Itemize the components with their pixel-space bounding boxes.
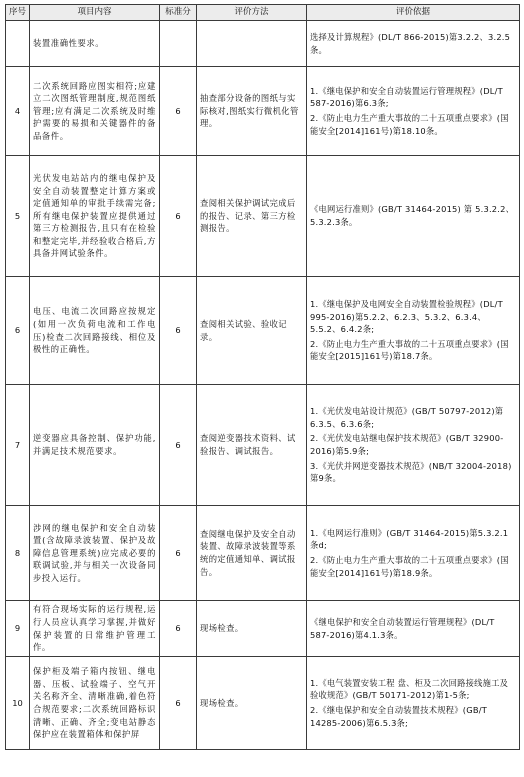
cell-no: 4 [6,67,30,156]
cell-item [30,506,160,601]
cell-method [197,277,307,385]
table-row [6,277,520,385]
cell-item [30,67,160,156]
method-text: 查阅相关保护调试完成后的报告、记录、第三方检测报告。 [200,198,296,234]
cell-score: 6 [160,156,197,277]
table-row [6,601,520,657]
cell-method [197,385,307,506]
basis-line: 1.《继电保护及电网安全自动装置检验规程》(DL/T 995-2016)第5.2.2、6.2.3、5.3.2、6.3.4、5.5.2、6.4.2条; [310,299,503,335]
table-row [6,156,520,277]
item-text: 二次系统回路应图实相符;应建立二次图纸管理制度,规范图纸管理;应有满足二次系统及时维护需要的易损和关键器件的备品备件。 [33,80,156,141]
header-score: 标准分 [160,5,197,21]
basis-line: 《电网运行准则》(GB/T 31464-2015) 第 5.3.2.2、5.3.2.3条。 [310,204,515,227]
table-row-continued [6,21,520,67]
cell-item [30,385,160,506]
method-text: 现场检查。 [200,623,244,634]
cell-score: 6 [160,506,197,601]
cell-score: 6 [160,67,197,156]
cell-score: 6 [160,601,197,657]
item-text: 光伏发电站站内的继电保护及安全自动装置整定计算方案或定值通知单的审批手续需完备;所有继电保护装置应提供通过第三方检测报告,且只有在检验和整定完毕,并经验收合格后,方具备并网试验条件。 [33,172,156,259]
method-text: 查阅相关试验、验收记录。 [200,318,287,342]
cell-method [197,506,307,601]
basis-line: 选择及计算规程》(DL/T 866-2015)第3.2.2、3.2.5条。 [310,31,511,55]
cell-score [160,21,197,67]
item-text: 电压、电流二次回路应按规定(如用一次负荷电流和工作电压)检查二次回路接线、相位及极性的正确性。 [33,306,156,355]
cell-basis [307,277,520,385]
cell-item [30,21,160,67]
item-text: 涉网的继电保护和安全自动装置(含故障录波装置、保护及故障信息管理系统)应完成必要的联调试验,并与相关一次设备同步投入运行。 [33,522,156,583]
cell-score: 6 [160,657,197,750]
cell-item [30,156,160,277]
method-text: 现场检查。 [200,697,244,708]
basis-line: 2.《防止电力生产重大事故的二十五项重点要求》(国能安全[2015]161号)第18.7条。 [310,338,509,362]
cell-no: 6 [6,277,30,385]
cell-no: 9 [6,601,30,657]
basis-line: 1.《继电保护和安全自动装置运行管理规程》(DL/T 587-2016)第6.3条; [310,85,503,109]
basis-line: 《继电保护和安全自动装置运行管理规程》(DL/T 587-2016)第4.1.3条。 [310,616,495,640]
cell-no: 5 [6,156,30,277]
method-text: 抽查部分设备的图纸与实际核对,图纸实行微机化管理。 [200,93,299,129]
header-row [6,5,520,21]
header-no: 序号 [6,5,30,21]
basis-line: 2.《继电保护和安全自动装置技术规程》(GB/T 14285-2006)第6.5.3条; [310,705,487,728]
header-item: 项目内容 [30,5,160,21]
cell-method [197,67,307,156]
table-row [6,506,520,601]
cell-basis [307,506,520,601]
evaluation-table [5,4,520,750]
header-basis: 评价依据 [307,5,520,21]
cell-no: 8 [6,506,30,601]
basis-line: 1.《光伏发电站设计规范》(GB/T 50797-2012)第6.3.5、6.3.6条; [310,406,504,429]
cell-basis [307,385,520,506]
method-text: 查阅逆变器技术资料、试验报告、调试报告。 [200,433,296,456]
cell-basis [307,657,520,750]
cell-item [30,657,160,750]
cell-item [30,277,160,385]
cell-no [6,21,30,67]
cell-basis [307,156,520,277]
cell-method [197,21,307,67]
basis-line: 2.《防止电力生产重大事故的二十五项重点要求》(国能安全[2014]161号)第18.9条。 [310,555,509,578]
basis-line: 2.《防止电力生产重大事故的二十五项重点要求》(国能安全[2014]161号)第18.10条。 [310,113,509,136]
cell-basis [307,21,520,67]
header-method: 评价方法 [197,5,307,21]
method-text: 查阅继电保护及安全自动装置、故障录波装置等系统的定值通知单、调试报告。 [200,528,296,577]
table-row [6,67,520,156]
basis-line: 2.《光伏发电站继电保护技术规范》(GB/T 32900-2016)第5.9条; [310,433,504,456]
item-text: 装置准确性要求。 [33,38,105,49]
item-text: 有符合现场实际的运行规程,运行人员应认真学习掌握,并做好保护装置的日常维护管理工作。 [33,604,156,653]
cell-no: 10 [6,657,30,750]
basis-line: 1.《电网运行准则》(GB/T 31464-2015)第5.3.2.1条d; [310,527,509,551]
cell-method [197,156,307,277]
cell-score: 6 [160,277,197,385]
table-row [6,657,520,750]
item-text: 逆变器应具备控制、保护功能,并满足技术规范要求。 [33,433,156,456]
cell-no: 7 [6,385,30,506]
cell-score: 6 [160,385,197,506]
basis-line: 3.《光伏并网逆变器技术规范》(NB/T 32004-2018)第9条。 [310,460,512,484]
basis-line: 1.《电气装置安装工程 盘、柜及二次回路接线施工及验收规范》(GB/T 50171-2012)第1-5条; [310,677,509,701]
cell-basis [307,601,520,657]
item-text: 保护柜及端子箱内按钮、继电器、压板、试验端子、空气开关名称齐全、清晰准确,着色符合规范要求;二次系统回路标识清晰、正确、齐全;变电站静态保护应在装置箱体和保护屏 [33,666,156,740]
cell-method [197,657,307,750]
table-row [6,385,520,506]
cell-method [197,601,307,657]
cell-item [30,601,160,657]
cell-basis [307,67,520,156]
